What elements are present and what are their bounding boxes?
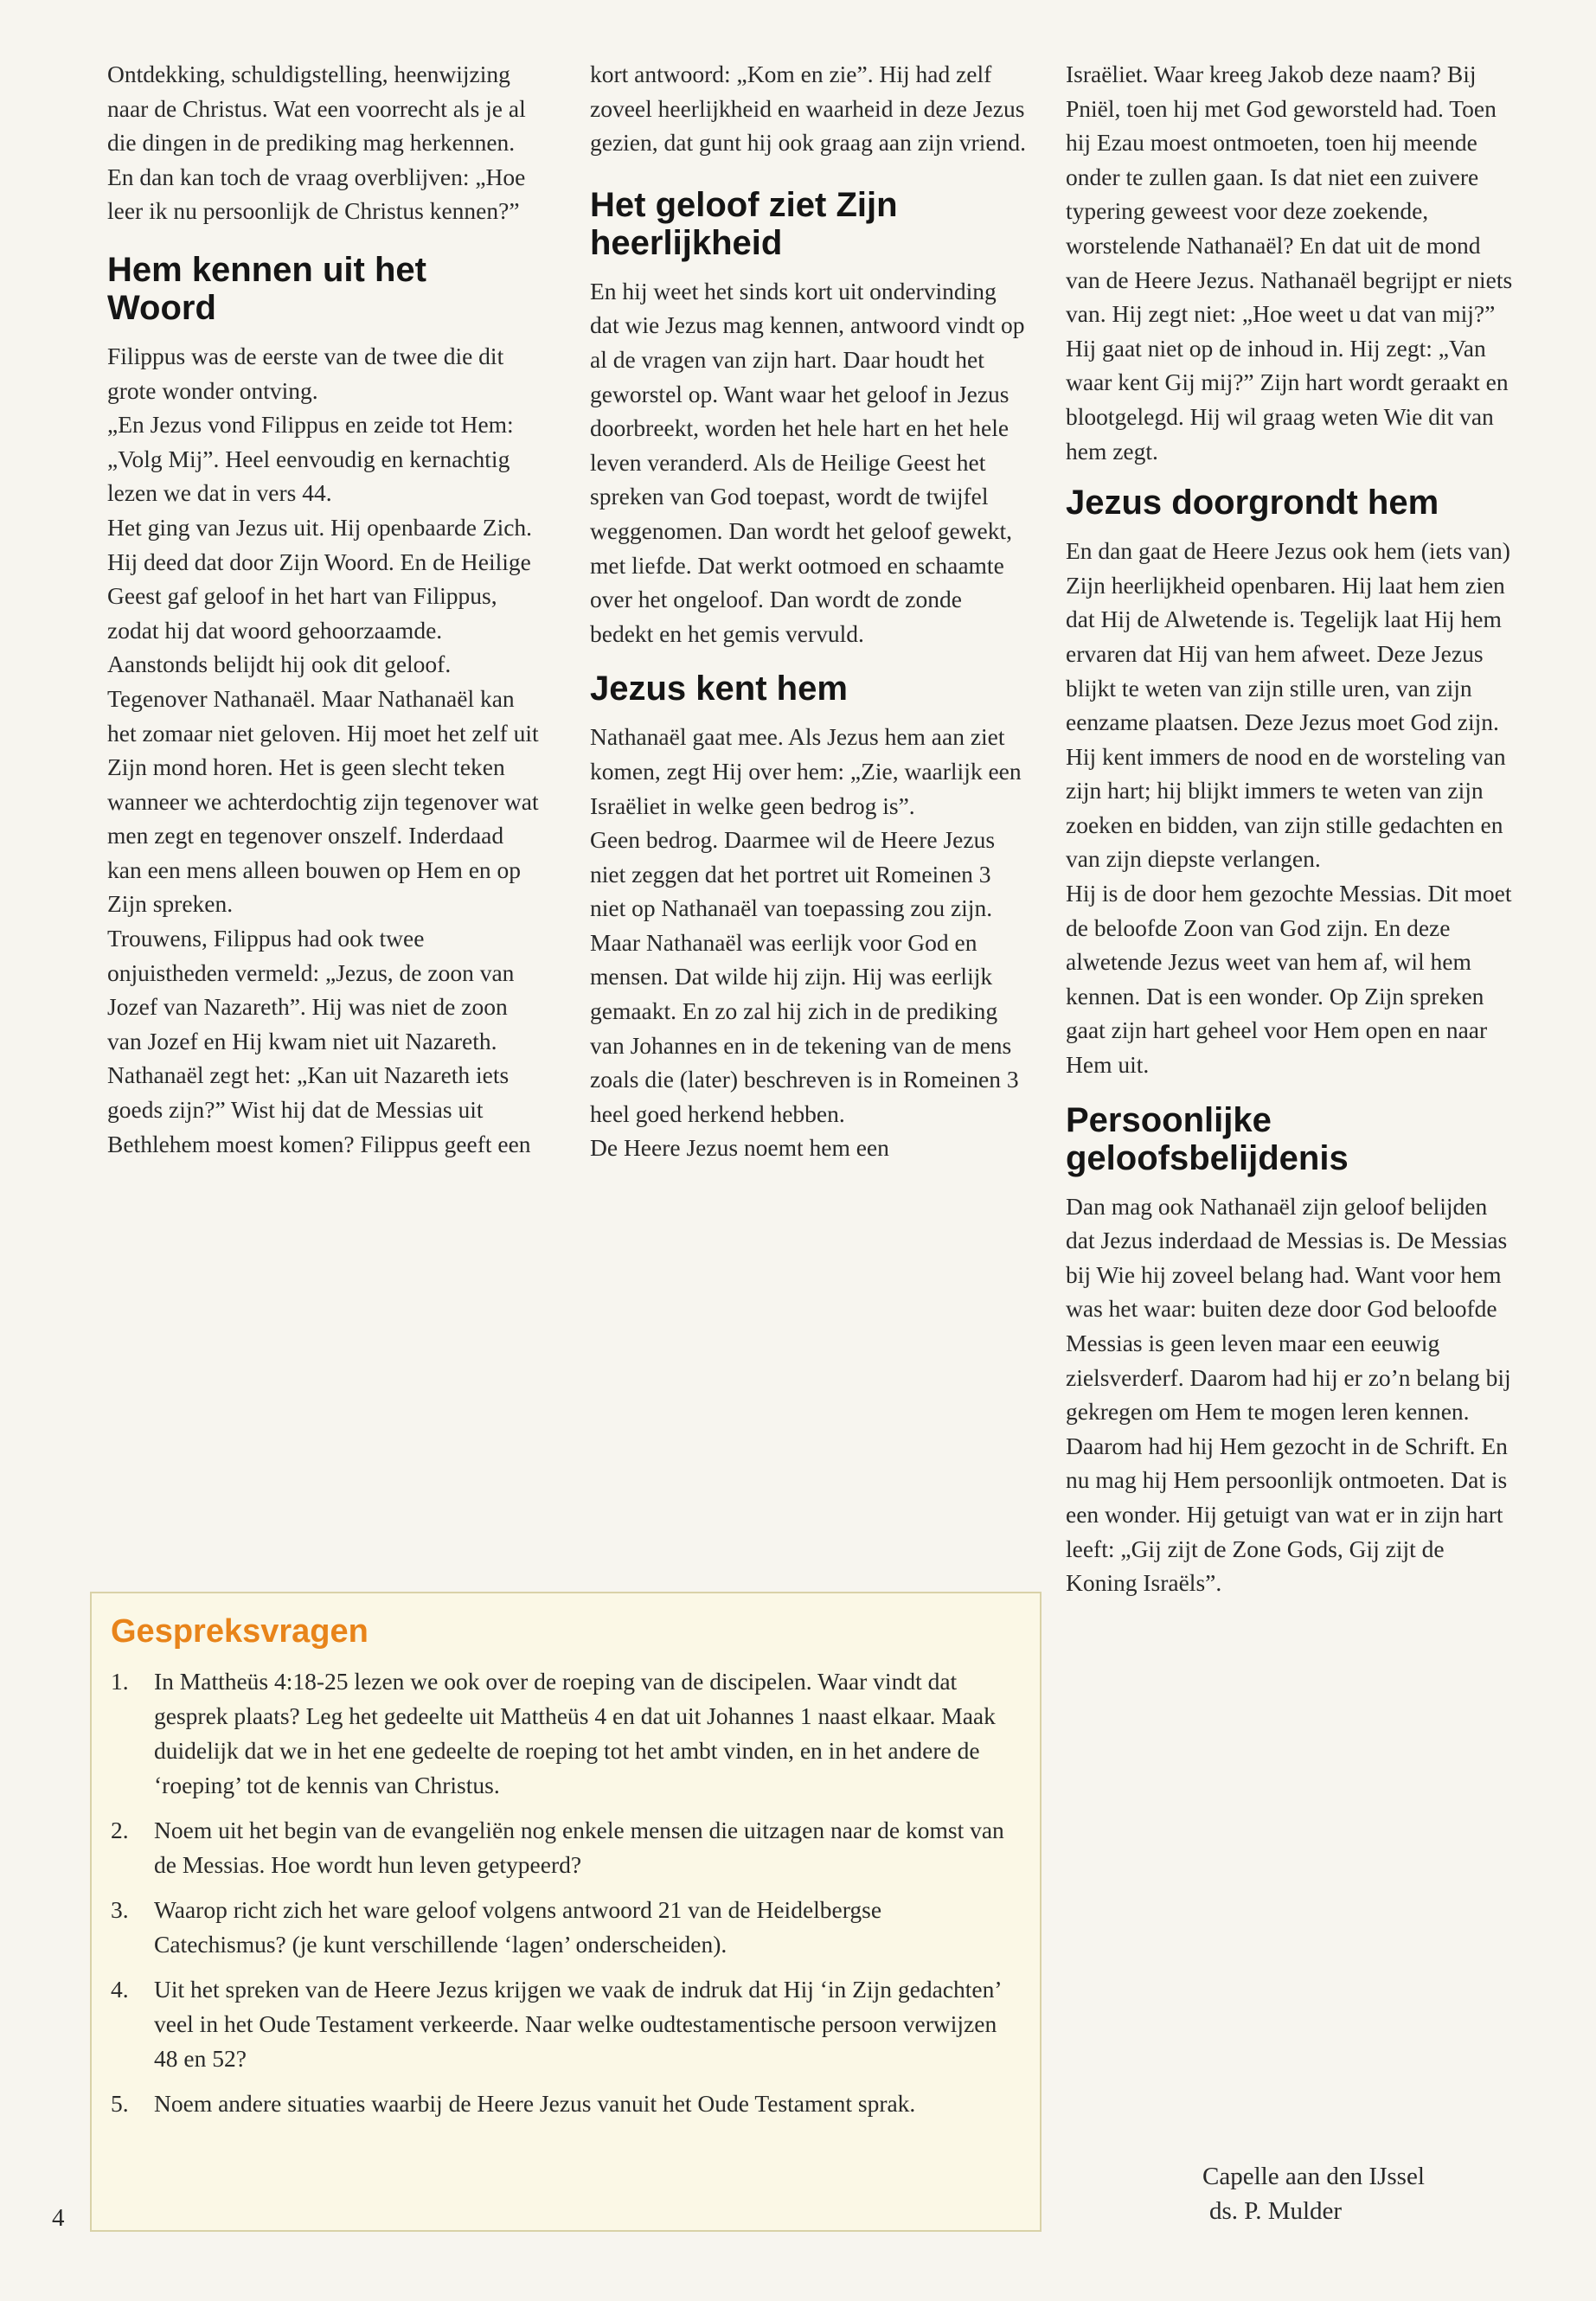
text-column-2 (590, 57, 1031, 1165)
text-column-1 (107, 57, 540, 1161)
question-number: 2. (111, 1817, 129, 1843)
paragraph: Hij is de door hem gezochte Messias. Dit moet de beloofde Zoon van God zijn. En deze alwetende Jezus weet van hem af, wil hem kennen. Dat is een wonder. Op Zijn spreken gaat zijn hart geheel voor Hem open en naar Hem uit. (1066, 880, 1512, 1079)
question-item (111, 1972, 1019, 2076)
signature-author: ds. P. Mulder (1209, 2197, 1343, 2225)
section-heading: Jezus doorgrondt hem (1066, 484, 1439, 522)
paragraph: Aanstonds belijdt hij ook dit geloof. Tegenover Nathanaël. Maar Nathanaël kan het zomaar niet geloven. Hij moet het zelf uit Zijn mond horen. Het is geen slecht teken wanneer we achterdochtig zijn tegenover wat men zegt en tegenover onszelf. Inderdaad kan een mens alleen bouwen op Hem en op Zijn spreken. (107, 651, 539, 918)
paragraph: Dan mag ook Nathanaël zijn geloof belijden dat Jezus inderdaad de Messias is. De Messias bij Wie hij zoveel belang had. Want voor hem was het waar: buiten deze door God beloofde Messias is geen leven maar een eeuwig zielsverderf. Daarom had hij er zo’n belang bij gekregen om Hem te mogen leren kennen. Daarom had hij Hem gezocht in de Schrift. En nu mag hij Hem persoonlijk ontmoeten. Dat is een wonder. Hij getuigt van wat er in zijn hart leeft: „Gij zijt de Zone Gods, Gij zijt de Koning Israëls”. (1066, 1192, 1511, 1597)
question-number: 3. (111, 1896, 129, 1923)
paragraph: Nathanaël gaat mee. Als Jezus hem aan ziet komen, zegt Hij over hem: „Zie, waarlijk een Israëliet in welke geen bedrog is”. (590, 723, 1022, 819)
paragraph: „En Jezus vond Filippus en zeide tot Hem: „Volg Mij”. Heel eenvoudig en kernachtig lezen we dat in vers 44. (107, 411, 514, 507)
section-heading: Persoonlijke geloofsbelijdenis (1066, 1100, 1349, 1177)
paragraph: Filippus was de eerste van de twee die dit grote wonder ontving. (107, 342, 504, 404)
question-item (111, 1664, 1019, 1803)
paragraph: Israëliet. Waar kreeg Jakob deze naam? Bij Pniël, toen hij met God geworsteld had. Toen hij Ezau moest ontmoeten, toen hij meende onder te zullen gaan. Is dat niet een zuivere typering geweest voor deze zoekende, worstelende Nathanaël? En dat uit de mond van de Heere Jezus. Nathanaël begrijpt er niets van. Hij zegt niet: „Hoe weet u dat van mij?” Hij gaat niet op de inhoud in. Hij zegt: „Van waar kent Gij mij?” Zijn hart wordt geraakt en blootgelegd. Hij wil graag weten Wie dit van hem zegt. (1066, 61, 1513, 465)
paragraph: En hij weet het sinds kort uit ondervinding dat wie Jezus mag kennen, antwoord vindt op al de vragen van zijn hart. Daar houdt het geworstel op. Want waar het geloof in Jezus doorbreekt, worden het hele hart en het hele leven veranderd. Als de Heilige Geest het spreken van God toepast, wordt de twijfel weggenomen. Dan wordt het geloof gewekt, met liefde. Dat werkt ootmoed en schaamte over het ongeloof. Dan wordt de zonde bedekt en het gemis vervuld. (590, 277, 1025, 647)
paragraph: Het ging van Jezus uit. Hij openbaarde Zich. Hij deed dat door Zijn Woord. En de Heilige Geest gaf geloof in het hart van Filippus, zodat hij dat woord gehoorzaamde. (107, 513, 533, 644)
question-number: 1. (111, 1668, 129, 1695)
section-heading: Jezus kent hem (590, 670, 848, 708)
question-item (111, 1893, 1019, 1962)
section-heading: Het geloof ziet Zijn heerlijkheid (590, 185, 898, 262)
paragraph: Trouwens, Filippus had ook twee onjuistheden vermeld: „Jezus, de zoon van Jozef van Nazareth”. Hij was niet de zoon van Jozef en Hij kwam niet uit Nazareth. Nathanaël zegt het: „Kan uit Nazareth iets goeds zijn?” Wist hij dat de Messias uit Bethlehem moest komen? Filippus geeft een (107, 925, 531, 1157)
discussion-questions-box (90, 1592, 1042, 2232)
signature-place: Capelle aan den IJssel (1202, 2163, 1425, 2190)
paragraph: kort antwoord: „Kom en zie”. Hij had zelf zoveel heerlijkheid en waarheid in deze Jezus gezien, dat gunt hij ook graag aan zijn vriend. (590, 61, 1026, 157)
paragraph: En dan gaat de Heere Jezus ook hem (iets van) Zijn heerlijkheid openbaren. Hij laat hem zien dat Hij de Alwetende is. Tegelijk laat Hij hem ervaren dat Hij van hem afweet. Deze Jezus blijkt te weten van zijn stille uren, van zijn eenzame plaatsen. Deze Jezus moet God zijn. Hij kent immers de nood en de worsteling van zijn hart; hij blijkt immers te weten van zijn zoeken en bidden, van zijn stille gedachten en van zijn diepste verlangen. (1066, 537, 1510, 873)
question-text: Waarop richt zich het ware geloof volgens antwoord 21 van de Heidelbergse Catechismus? (je kunt verschillende ‘lagen’ onderscheiden). (154, 1896, 882, 1958)
paragraph: Geen bedrog. Daarmee wil de Heere Jezus niet zeggen dat het portret uit Romeinen 3 niet op Nathanaël van toepassing zou zijn. Maar Nathanaël was eerlijk voor God en mensen. Dat wilde hij zijn. Hij was eerlijk gemaakt. En zo zal hij zich in de prediking van Johannes en in de tekening van de mens zoals die (later) beschreven is in Romeinen 3 heel goed herkend hebben. (590, 826, 1019, 1127)
paragraph: Ontdekking, schuldigstelling, heenwijzing naar de Christus. Wat een voorrecht als je al die dingen in de prediking mag herkennen. En dan kan toch de vraag overblijven: „Hoe leer ik nu persoonlijk de Christus kennen?” (107, 61, 526, 225)
page-number: 4 (52, 2204, 65, 2232)
question-number: 5. (111, 2090, 129, 2117)
question-text: Noem andere situaties waarbij de Heere Jezus vanuit het Oude Testament sprak. (154, 2090, 916, 2117)
questions-title: Gespreksvragen (111, 1613, 369, 1650)
question-number: 4. (111, 1976, 129, 2003)
signature (1202, 2159, 1425, 2228)
question-item (111, 2086, 1019, 2121)
section-heading: Hem kennen uit het Woord (107, 250, 426, 327)
question-text: Uit het spreken van de Heere Jezus krijgen we vaak de indruk dat Hij ‘in Zijn gedachten’ veel in het Oude Testament verkeerde. Naar welke oudtestamentische persoon verwijzen 48 en 52? (154, 1976, 1001, 2072)
paragraph: De Heere Jezus noemt hem een (590, 1134, 889, 1162)
questions-list (111, 1664, 1019, 2121)
question-text: Noem uit het begin van de evangeliën nog enkele mensen die uitzagen naar de komst van de Messias. Hoe wordt hun leven getypeerd? (154, 1817, 1004, 1878)
question-item (111, 1813, 1019, 1882)
text-column-3 (1066, 57, 1516, 1600)
question-text: In Mattheüs 4:18-25 lezen we ook over de roeping van de discipelen. Waar vindt dat gesprek plaats? Leg het gedeelte uit Mattheüs 4 en dat uit Johannes 1 naast elkaar. Maak duidelijk dat we in het ene gedeelte de roeping tot het ambt vinden, en in het andere de ‘roeping’ tot de kennis van Christus. (154, 1668, 996, 1798)
